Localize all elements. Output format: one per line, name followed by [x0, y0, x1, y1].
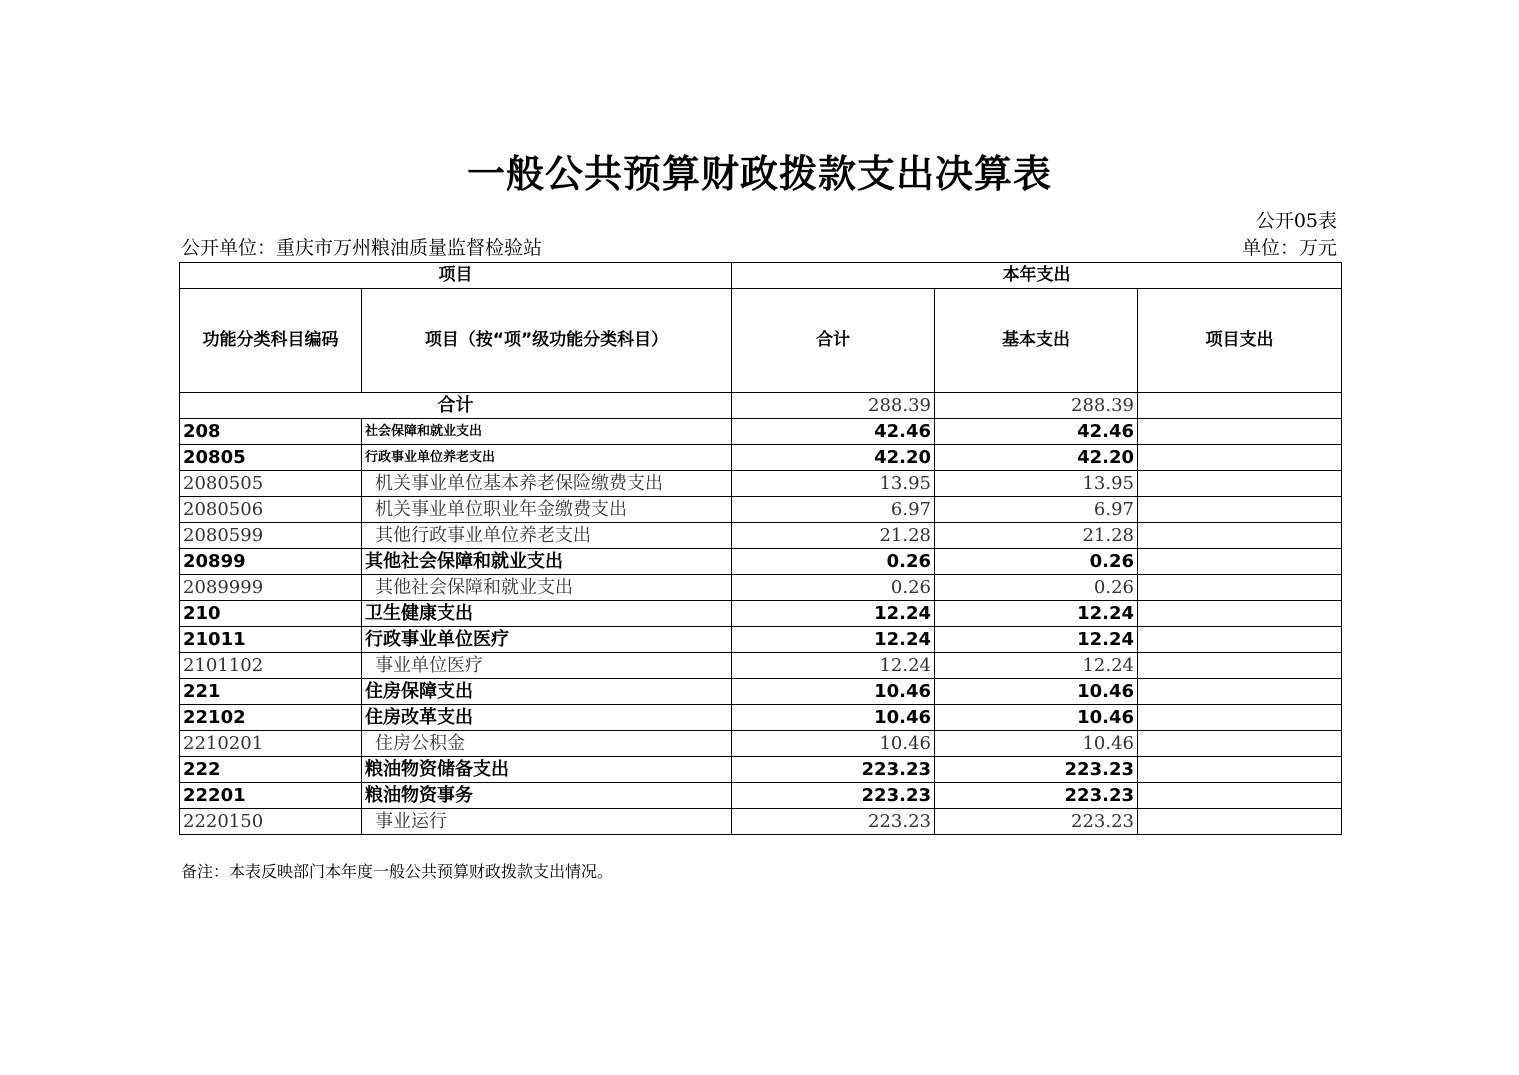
header-item: 项目（按“项”级功能分类科目）: [362, 289, 732, 393]
total-project: [1138, 393, 1342, 419]
row-name: 其他社会保障和就业支出: [362, 549, 732, 575]
row-project: [1138, 627, 1342, 653]
row-total: 12.24: [732, 601, 935, 627]
row-project: [1138, 731, 1342, 757]
row-total: 0.26: [732, 549, 935, 575]
header-total: 合计: [732, 289, 935, 393]
row-name: 其他行政事业单位养老支出: [362, 523, 732, 549]
table-row: [180, 705, 1342, 731]
total-label: 合计: [180, 393, 732, 419]
row-basic: 10.46: [935, 679, 1138, 705]
row-total: 10.46: [732, 679, 935, 705]
row-code: 2080599: [180, 523, 362, 549]
table-row: [180, 575, 1342, 601]
row-total: 223.23: [732, 809, 935, 835]
table-row: [180, 757, 1342, 783]
table-row: [180, 809, 1342, 835]
row-total: 12.24: [732, 653, 935, 679]
table-row: [180, 783, 1342, 809]
row-name: 机关事业单位基本养老保险缴费支出: [362, 471, 732, 497]
row-total: 10.46: [732, 731, 935, 757]
row-project: [1138, 679, 1342, 705]
header-basic: 基本支出: [935, 289, 1138, 393]
row-basic: 10.46: [935, 705, 1138, 731]
row-basic: 12.24: [935, 653, 1138, 679]
row-name: 住房保障支出: [362, 679, 732, 705]
row-code: 2080506: [180, 497, 362, 523]
footnote: 备注：本表反映部门本年度一般公共预算财政拨款支出情况。: [181, 862, 614, 881]
total-total: 288.39: [732, 393, 935, 419]
table-row: [180, 497, 1342, 523]
header-row-2: [180, 289, 1342, 393]
row-name: 行政事业单位养老支出: [362, 445, 732, 471]
row-total: 10.46: [732, 705, 935, 731]
table-row: [180, 445, 1342, 471]
row-total: 42.20: [732, 445, 935, 471]
row-code: 2089999: [180, 575, 362, 601]
header-project: 项目: [180, 263, 732, 289]
table-row: [180, 627, 1342, 653]
row-name: 其他社会保障和就业支出: [362, 575, 732, 601]
row-basic: 6.97: [935, 497, 1138, 523]
row-basic: 42.20: [935, 445, 1138, 471]
row-basic: 42.46: [935, 419, 1138, 445]
row-project: [1138, 653, 1342, 679]
row-project: [1138, 783, 1342, 809]
row-code: 221: [180, 679, 362, 705]
row-code: 21011: [180, 627, 362, 653]
table-row: [180, 523, 1342, 549]
table-row: [180, 601, 1342, 627]
row-total: 21.28: [732, 523, 935, 549]
row-total: 42.46: [732, 419, 935, 445]
row-project: [1138, 809, 1342, 835]
row-total: 12.24: [732, 627, 935, 653]
reporting-unit: 公开单位：重庆市万州粮油质量监督检验站: [181, 237, 543, 259]
currency-unit: 单位：万元: [1241, 237, 1337, 259]
report-title: 一般公共预算财政拨款支出决算表: [466, 152, 1052, 196]
row-basic: 12.24: [935, 627, 1138, 653]
row-basic: 21.28: [935, 523, 1138, 549]
row-name: 粮油物资事务: [362, 783, 732, 809]
row-name: 住房公积金: [362, 731, 732, 757]
row-basic: 10.46: [935, 731, 1138, 757]
row-code: 2080505: [180, 471, 362, 497]
row-name: 住房改革支出: [362, 705, 732, 731]
row-code: 20805: [180, 445, 362, 471]
row-project: [1138, 445, 1342, 471]
row-project: [1138, 523, 1342, 549]
row-project: [1138, 471, 1342, 497]
total-basic: 288.39: [935, 393, 1138, 419]
row-code: 22102: [180, 705, 362, 731]
row-basic: 0.26: [935, 549, 1138, 575]
row-project: [1138, 419, 1342, 445]
table-row: [180, 653, 1342, 679]
row-project: [1138, 705, 1342, 731]
total-row: [180, 393, 1342, 419]
row-basic: 223.23: [935, 783, 1138, 809]
row-name: 事业单位医疗: [362, 653, 732, 679]
row-basic: 223.23: [935, 757, 1138, 783]
row-code: 2220150: [180, 809, 362, 835]
row-project: [1138, 575, 1342, 601]
row-name: 粮油物资储备支出: [362, 757, 732, 783]
row-name: 社会保障和就业支出: [362, 419, 732, 445]
row-code: 2210201: [180, 731, 362, 757]
row-name: 事业运行: [362, 809, 732, 835]
row-project: [1138, 549, 1342, 575]
row-project: [1138, 601, 1342, 627]
row-code: 222: [180, 757, 362, 783]
header-code: 功能分类科目编码: [180, 289, 362, 393]
row-total: 223.23: [732, 783, 935, 809]
row-total: 13.95: [732, 471, 935, 497]
row-code: 22201: [180, 783, 362, 809]
row-basic: 12.24: [935, 601, 1138, 627]
row-name: 卫生健康支出: [362, 601, 732, 627]
header-row-1: [180, 263, 1342, 289]
row-code: 208: [180, 419, 362, 445]
row-code: 2101102: [180, 653, 362, 679]
table-row: [180, 679, 1342, 705]
row-total: 6.97: [732, 497, 935, 523]
row-code: 20899: [180, 549, 362, 575]
row-name: 机关事业单位职业年金缴费支出: [362, 497, 732, 523]
row-project: [1138, 497, 1342, 523]
row-basic: 0.26: [935, 575, 1138, 601]
table-row: [180, 419, 1342, 445]
row-name: 行政事业单位医疗: [362, 627, 732, 653]
row-project: [1138, 757, 1342, 783]
table-row: [180, 471, 1342, 497]
row-total: 0.26: [732, 575, 935, 601]
header-current-year-expense: 本年支出: [732, 263, 1342, 289]
row-basic: 13.95: [935, 471, 1138, 497]
table-row: [180, 549, 1342, 575]
expenditure-table: [179, 262, 1342, 835]
form-number: 公开05表: [1255, 210, 1337, 232]
row-code: 210: [180, 601, 362, 627]
table-row: [180, 731, 1342, 757]
row-basic: 223.23: [935, 809, 1138, 835]
header-project-expense: 项目支出: [1138, 289, 1342, 393]
row-total: 223.23: [732, 757, 935, 783]
